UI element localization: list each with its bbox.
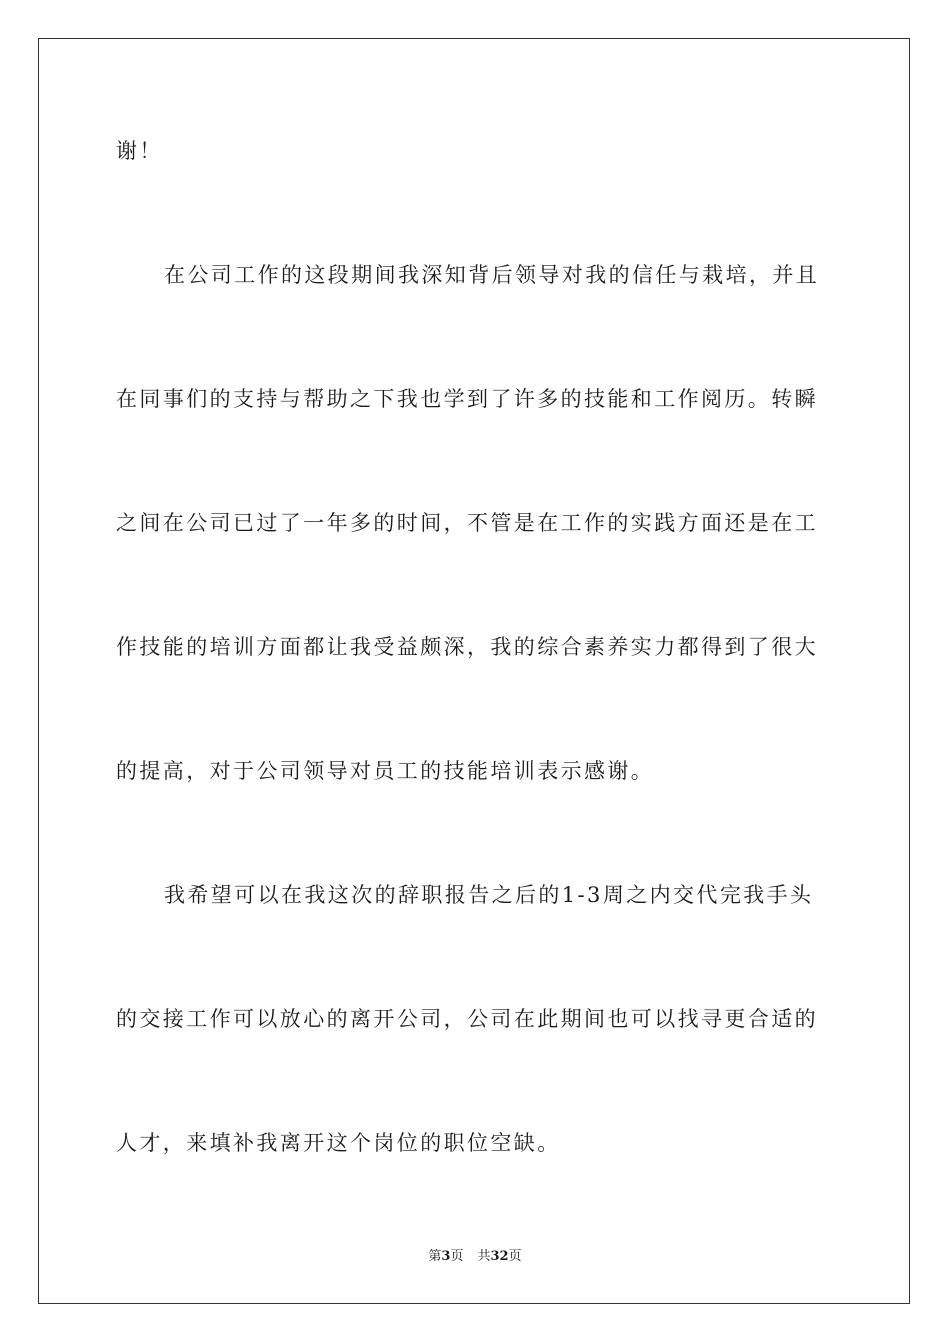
text-line-9: 人才，来填补我离开这个岗位的职位空缺。 — [116, 1131, 561, 1155]
page-suffix: 页 — [450, 1249, 464, 1264]
text-line-3: 在同事们的支持与帮助之下我也学到了许多的技能和工作阅历。转瞬 — [116, 387, 818, 411]
page-frame — [38, 38, 910, 1304]
text-line-4: 之间在公司已过了一年多的时间，不管是在工作的实践方面还是在工 — [116, 511, 818, 535]
total-pages: 32 — [490, 1249, 509, 1264]
page-prefix: 第 — [428, 1249, 442, 1264]
page-number: 3 — [441, 1249, 451, 1264]
text-line-8: 的交接工作可以放心的离开公司，公司在此期间也可以找寻更合适的 — [116, 1007, 818, 1031]
text-line-7: 我希望可以在我这次的辞职报告之后的1-3周之内交代完我手头 — [164, 883, 814, 907]
text-line-1: 谢！ — [116, 139, 163, 163]
text-line-6: 的提高，对于公司领导对员工的技能培训表示感谢。 — [116, 759, 655, 783]
text-line-2: 在公司工作的这段期间我深知背后领导对我的信任与栽培，并且 — [164, 263, 820, 287]
text-line-5: 作技能的培训方面都让我受益颇深，我的综合素养实力都得到了很大 — [116, 635, 818, 659]
total-suffix: 页 — [508, 1249, 522, 1264]
total-prefix: 共 — [477, 1249, 491, 1264]
page-footer — [0, 1248, 950, 1266]
